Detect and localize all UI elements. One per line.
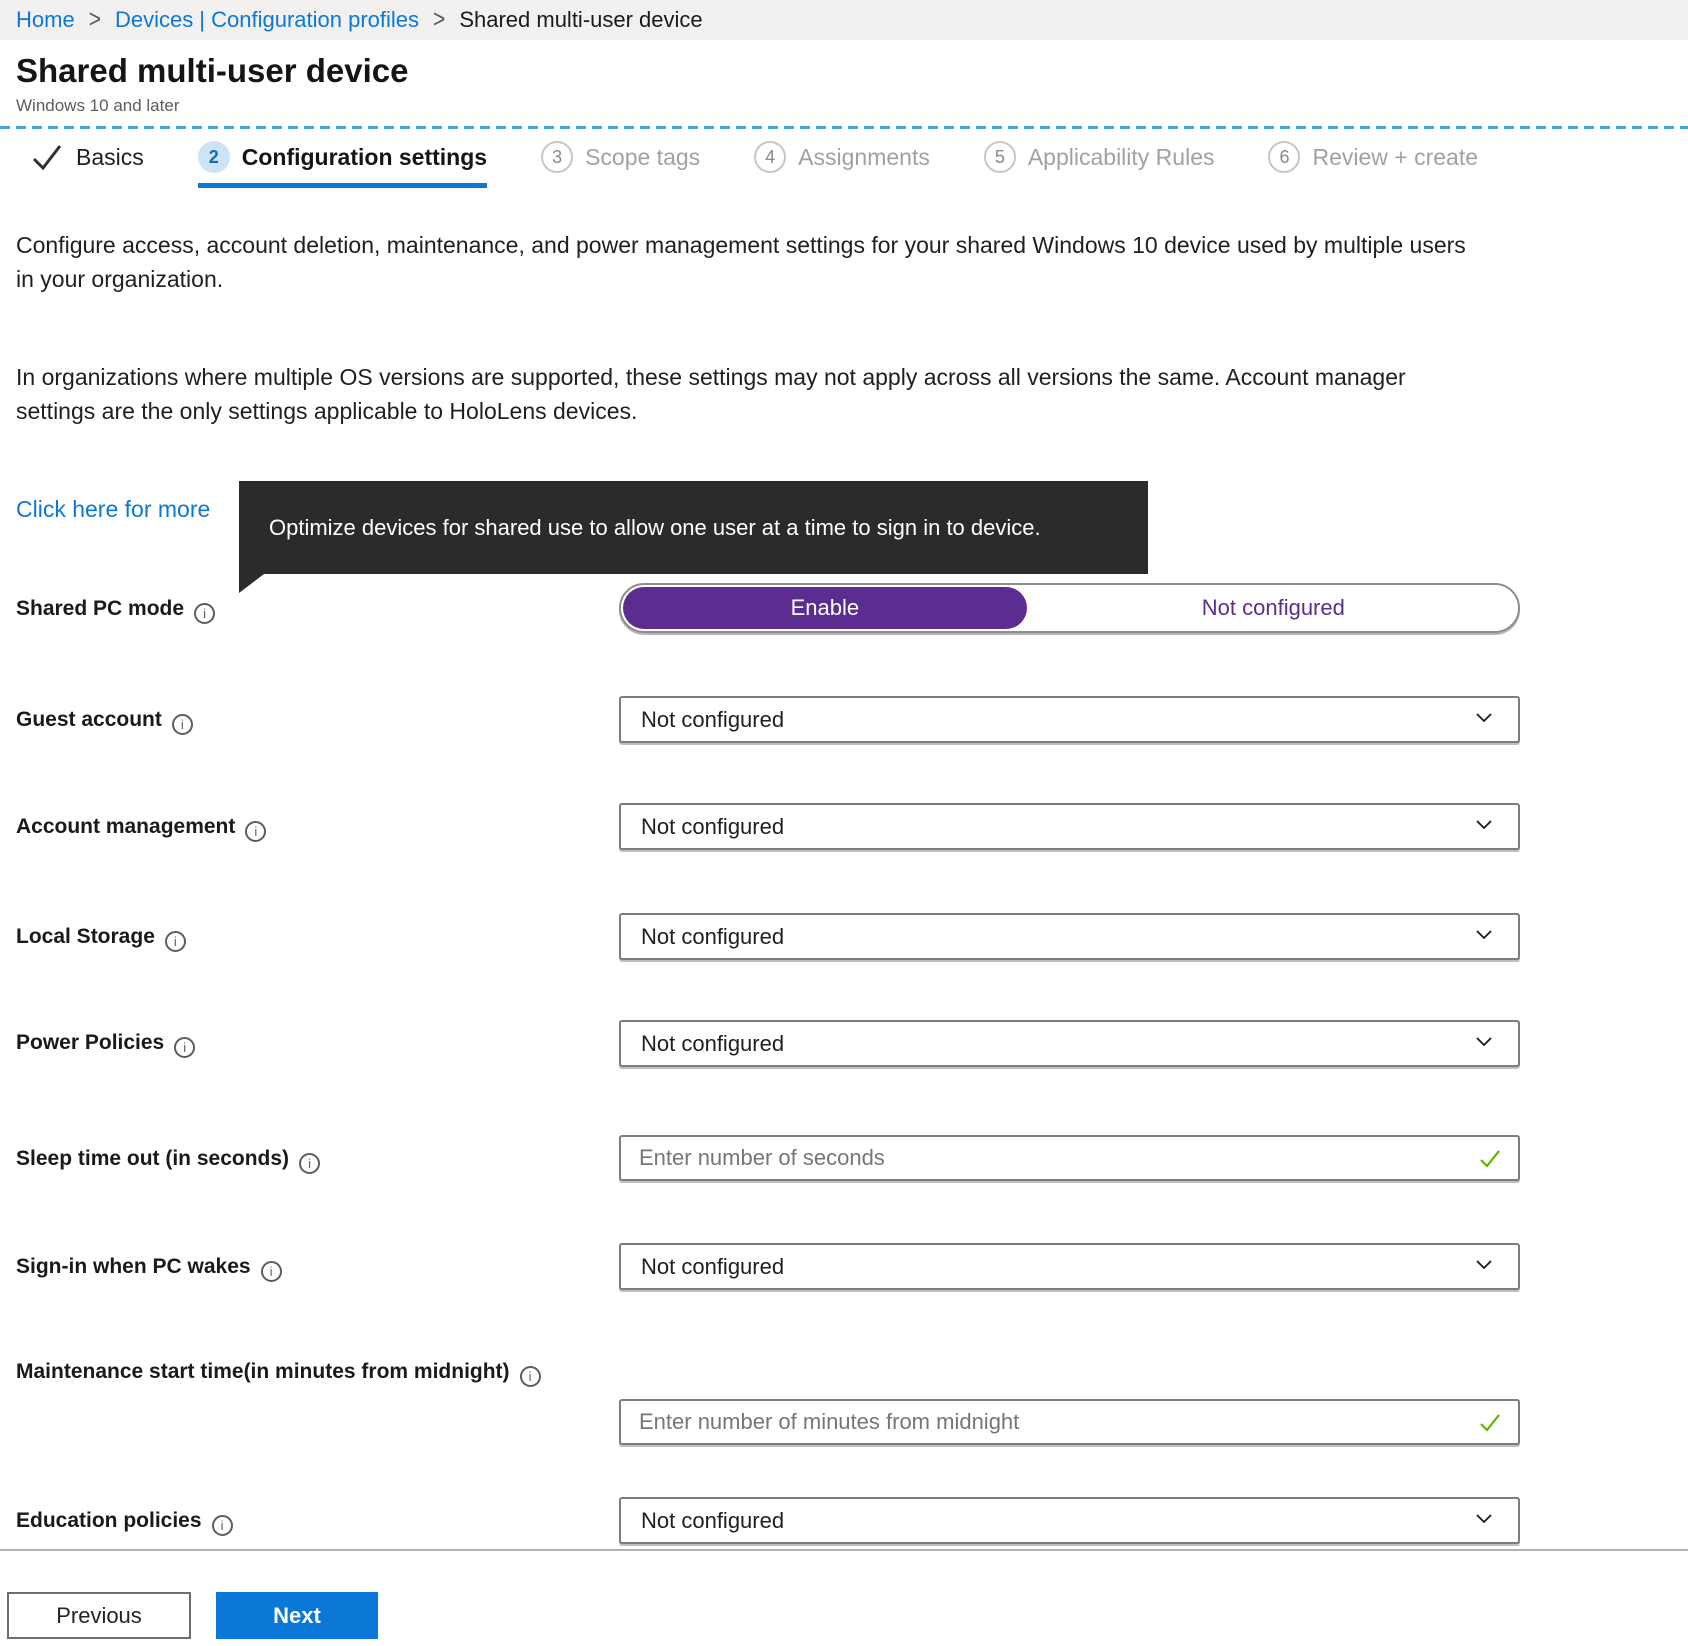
field-label-text: Guest account: [16, 708, 162, 731]
account-management-label: [16, 813, 616, 842]
learn-more-link[interactable]: Click here for more: [16, 496, 211, 522]
tab-label: Configuration settings: [241, 143, 488, 170]
chevron-down-icon: [1470, 1250, 1498, 1284]
tab-review-create[interactable]: [1268, 141, 1478, 188]
page-subtitle: Windows 10 and later: [16, 96, 180, 115]
guest-account-dropdown[interactable]: [619, 696, 1520, 743]
maintenance-start-time-input[interactable]: [619, 1399, 1520, 1445]
chevron-down-icon: [1470, 1504, 1498, 1538]
tab-label: Assignments: [798, 143, 930, 170]
dashed-divider: [0, 126, 1688, 129]
tab-label: Basics: [76, 143, 144, 170]
dropdown-value: Not configured: [641, 1253, 785, 1279]
chevron-down-icon: [1470, 810, 1498, 844]
tab-applicability-rules[interactable]: [984, 141, 1215, 188]
breadcrumb-current: Shared multi-user device: [459, 7, 703, 32]
intro-paragraph-2: In organizations where multiple OS versions are supported, these settings may not apply across all versions the same. Account manager settings are the only settings applicable to HoloLens devices.: [16, 364, 1406, 424]
step-number-badge: 4: [754, 141, 786, 173]
chevron-down-icon: [1470, 1027, 1498, 1061]
tab-configuration-settings[interactable]: [198, 141, 487, 188]
sleep-timeout-input[interactable]: [619, 1135, 1520, 1181]
breadcrumb: [0, 0, 1688, 40]
step-number-badge: 2: [198, 141, 230, 173]
info-icon[interactable]: i: [165, 931, 186, 952]
info-icon[interactable]: i: [261, 1261, 282, 1282]
previous-button[interactable]: Previous: [7, 1592, 191, 1639]
guest-account-label: [16, 706, 616, 735]
breadcrumb-home[interactable]: Home: [16, 7, 75, 32]
toggle-option-enable[interactable]: Enable: [623, 587, 1027, 629]
valid-check-icon: [1476, 1145, 1504, 1178]
chevron-right-icon: >: [88, 5, 101, 34]
sleep-timeout-field: [619, 1135, 1520, 1181]
field-label-text: Power Policies: [16, 1031, 165, 1054]
local-storage-dropdown[interactable]: [619, 913, 1520, 960]
step-number-badge: 5: [984, 141, 1016, 173]
footer-divider: [0, 1549, 1688, 1551]
education-policies-label: [16, 1507, 616, 1536]
tab-scope-tags[interactable]: [541, 141, 700, 188]
info-icon[interactable]: i: [299, 1153, 320, 1174]
wizard-steps: [30, 140, 1478, 189]
next-button[interactable]: Next: [216, 1592, 378, 1639]
dropdown-value: Not configured: [641, 813, 785, 839]
education-policies-dropdown[interactable]: [619, 1497, 1520, 1544]
tab-label: Review + create: [1312, 143, 1479, 170]
signin-when-pc-wakes-dropdown[interactable]: [619, 1243, 1520, 1290]
chevron-down-icon: [1470, 920, 1498, 954]
intro-paragraph-1: Configure access, account deletion, maintenance, and power management settings for your shared Windows 10 device used by multiple users in your organization.: [16, 232, 1466, 292]
power-policies-label: [16, 1029, 616, 1058]
shared-pc-mode-label: [16, 595, 616, 624]
field-label-text: Account management: [16, 815, 236, 838]
info-icon[interactable]: i: [174, 1037, 195, 1058]
tab-basics[interactable]: [30, 140, 144, 189]
tab-label: Scope tags: [585, 143, 701, 170]
power-policies-dropdown[interactable]: [619, 1020, 1520, 1067]
shared-pc-mode-tooltip: [239, 481, 1148, 574]
info-icon[interactable]: i: [212, 1515, 233, 1536]
step-number-badge: 6: [1268, 141, 1300, 173]
field-label-text: Local Storage: [16, 925, 155, 948]
signin-when-pc-wakes-label: [16, 1253, 616, 1282]
field-label-text: Education policies: [16, 1509, 202, 1532]
field-label-text: Shared PC mode: [16, 597, 185, 620]
info-icon[interactable]: i: [520, 1366, 541, 1387]
local-storage-label: [16, 923, 616, 952]
maintenance-start-time-field: [619, 1399, 1520, 1445]
chevron-down-icon: [1470, 703, 1498, 737]
field-label-text: Sleep time out (in seconds): [16, 1147, 290, 1170]
sleep-timeout-label: [16, 1145, 616, 1174]
valid-check-icon: [1476, 1409, 1504, 1442]
maintenance-start-time-label: [16, 1358, 616, 1387]
check-icon: [30, 140, 64, 174]
tooltip-text: Optimize devices for shared use to allow one user at a time to sign in to device.: [269, 514, 1041, 540]
page-title: Shared multi-user device: [16, 52, 409, 89]
toggle-option-not-configured[interactable]: Not configured: [1201, 595, 1345, 620]
dropdown-value: Not configured: [641, 706, 785, 732]
dropdown-value: Not configured: [641, 923, 785, 949]
step-number-badge: 3: [541, 141, 573, 173]
field-label-text: Maintenance start time(in minutes from midnight): [16, 1360, 510, 1383]
info-icon[interactable]: i: [194, 603, 215, 624]
field-label-text: Sign-in when PC wakes: [16, 1255, 251, 1278]
info-icon[interactable]: i: [172, 714, 193, 735]
info-icon[interactable]: i: [245, 821, 266, 842]
breadcrumb-configuration-profiles[interactable]: Devices | Configuration profiles: [114, 7, 420, 32]
dropdown-value: Not configured: [641, 1030, 785, 1056]
tab-label: Applicability Rules: [1027, 143, 1215, 170]
account-management-dropdown[interactable]: [619, 803, 1520, 850]
dropdown-value: Not configured: [641, 1507, 785, 1533]
shared-pc-mode-toggle: [619, 583, 1520, 633]
chevron-right-icon: >: [433, 5, 446, 34]
tab-assignments[interactable]: [754, 141, 930, 188]
